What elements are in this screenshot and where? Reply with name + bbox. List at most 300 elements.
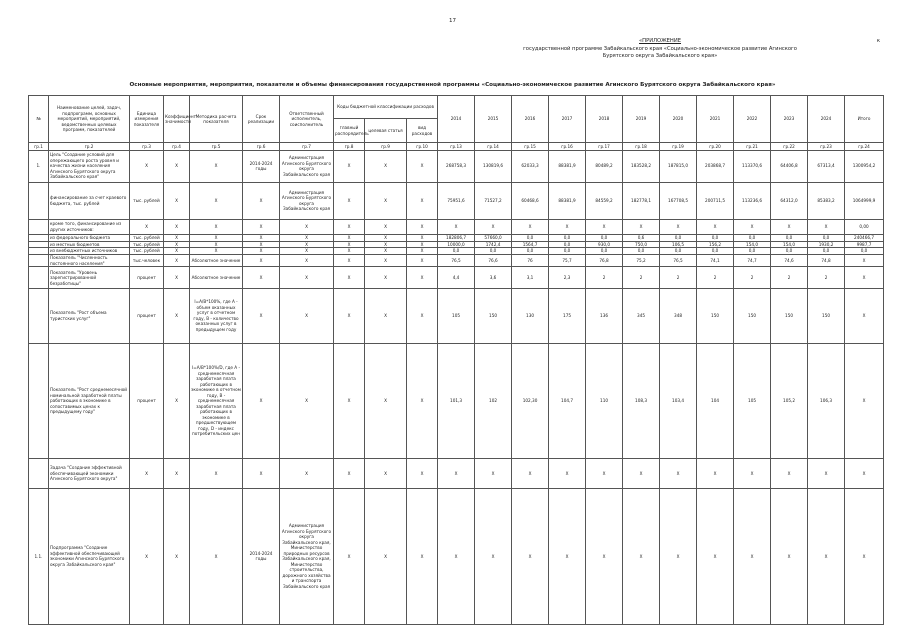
row-year-value: 74,7 [734, 255, 771, 267]
row-year-value: X [623, 488, 660, 624]
row-year-value: 150 [697, 289, 734, 344]
row-year-value: 0,0 [697, 248, 734, 255]
row-cst: X [365, 255, 407, 267]
row-cst: X [365, 289, 407, 344]
row-year-value: 3,6 [475, 267, 512, 289]
column-number: гр.5 [190, 143, 243, 150]
row-year-value: 2 [623, 267, 660, 289]
row-year-value: 102 [475, 343, 512, 458]
row-year-value: 0,0 [734, 235, 771, 242]
row-vid: X [407, 343, 438, 458]
column-number: гр.13 [438, 143, 475, 150]
column-number: гр.17 [586, 143, 623, 150]
appendix-title: «ПРИЛОЖЕНИЕ [639, 38, 681, 44]
row-year-value: 2 [808, 267, 845, 289]
header-year-2015: 2015 [475, 96, 512, 143]
row-year-value: X [623, 219, 660, 234]
row-unit: X [130, 150, 164, 182]
row-term: X [243, 343, 280, 458]
row-method: X [190, 182, 243, 219]
header-year-2014: 2014 [438, 96, 475, 143]
row-year-value: 103,4 [660, 343, 697, 458]
header-vid: вид расходов [407, 118, 438, 143]
appendix-block [440, 38, 880, 61]
row-glav: X [334, 343, 365, 458]
table-row [29, 248, 884, 255]
row-exec: X [280, 343, 334, 458]
row-cst: X [365, 267, 407, 289]
row-vid: X [407, 289, 438, 344]
row-glav: X [334, 459, 365, 489]
row-year-value: 104,7 [549, 343, 586, 458]
row-vid: X [407, 488, 438, 624]
row-vid: X [407, 219, 438, 234]
row-vid: X [407, 459, 438, 489]
row-year-value: X [660, 219, 697, 234]
row-glav: X [334, 235, 365, 242]
column-number: гр.22 [771, 143, 808, 150]
row-year-value: X [512, 459, 549, 489]
row-cst: X [365, 235, 407, 242]
row-term: X [243, 182, 280, 219]
row-exec: Администрация Агинского Бурятского округа Забайкальского края [280, 150, 334, 182]
row-name: из внебюджетных источников [49, 248, 130, 255]
column-number: гр.18 [623, 143, 660, 150]
row-exec: X [280, 248, 334, 255]
table-row [29, 150, 884, 182]
row-year-value: 105 [438, 289, 475, 344]
column-number: гр.21 [734, 143, 771, 150]
row-method: I=A/B*100%/D, где А - среднемесячная заработная плата работающих в экономике в отчетном году, В - среднемесячная заработная плата работающих в экономике в предшествующем году, D - индекс потребительских цен [190, 343, 243, 458]
row-year-value: 0,0 [549, 241, 586, 248]
row-name: из местных бюджетов [49, 241, 130, 248]
row-vid: X [407, 267, 438, 289]
header-num: № [29, 96, 49, 143]
row-year-value: 182806,7 [438, 235, 475, 242]
column-number: гр.19 [660, 143, 697, 150]
header-total: Итого [845, 96, 884, 143]
row-year-value: X [586, 488, 623, 624]
row-cst: X [365, 488, 407, 624]
row-method: Абсолютное значение [190, 267, 243, 289]
column-number: гр.6 [243, 143, 280, 150]
row-year-value: 88381,9 [549, 150, 586, 182]
row-year-value: 3,1 [512, 267, 549, 289]
row-coef: X [164, 459, 190, 489]
row-year-value: 150 [734, 289, 771, 344]
column-number: гр.15 [512, 143, 549, 150]
row-year-value: 0,0 [586, 248, 623, 255]
row-unit: X [130, 219, 164, 234]
row-total: X [845, 255, 884, 267]
row-exec: X [280, 459, 334, 489]
row-year-value: 62033,3 [512, 150, 549, 182]
row-year-value: 4,4 [438, 267, 475, 289]
row-method: X [190, 248, 243, 255]
row-year-value: 2 [586, 267, 623, 289]
row-year-value: 130 [512, 289, 549, 344]
row-year-value: X [438, 488, 475, 624]
row-year-value: 2 [734, 267, 771, 289]
row-year-value: 2 [771, 267, 808, 289]
row-year-value: 104 [697, 343, 734, 458]
row-year-value: 345 [623, 289, 660, 344]
row-cst: X [365, 150, 407, 182]
row-name: Цель "Создание условий для опережающего роста уровня и качества жизни населения Агинского Бурятского округа Забайкальского края" [49, 150, 130, 182]
row-year-value: 102,30 [512, 343, 549, 458]
row-exec: X [280, 267, 334, 289]
row-year-value: X [512, 219, 549, 234]
row-unit: процент [130, 289, 164, 344]
row-year-value: 76,6 [475, 255, 512, 267]
row-year-value: 154,0 [734, 241, 771, 248]
row-year-value: X [549, 488, 586, 624]
row-term: X [243, 289, 280, 344]
row-vid: X [407, 248, 438, 255]
row-year-value: 0,0 [660, 248, 697, 255]
row-year-value: 75951,6 [438, 182, 475, 219]
document-title: Основные мероприятия, мероприятия, показатели и объемы финансирования государственной программы «Социально-экономическое развитие Агинского Бурятского округа Забайкальского края» [129, 82, 776, 88]
row-year-value: X [660, 488, 697, 624]
row-num [29, 289, 49, 344]
header-year-2023: 2023 [771, 96, 808, 143]
row-year-value: X [438, 459, 475, 489]
row-year-value: X [475, 219, 512, 234]
row-glav: X [334, 289, 365, 344]
row-num: 1. [29, 150, 49, 182]
header-name: Наименование целей, задач, подпрограмм, основных мероприятий, мероприятий, ведомственных целевых программ, показателей [49, 96, 130, 143]
row-num [29, 459, 49, 489]
table-row [29, 241, 884, 248]
row-year-value: 64406,8 [771, 150, 808, 182]
row-total: X [845, 289, 884, 344]
row-year-value: 0,0 [660, 235, 697, 242]
row-num [29, 255, 49, 267]
row-glav: X [334, 267, 365, 289]
row-year-value: 1564,7 [512, 241, 549, 248]
row-glav: X [334, 241, 365, 248]
row-year-value: 930,0 [586, 241, 623, 248]
row-year-value: 1930,2 [808, 241, 845, 248]
row-term: X [243, 255, 280, 267]
page-number: 17 [449, 18, 456, 24]
row-year-value: 183528,2 [623, 150, 660, 182]
row-year-value: 136 [586, 289, 623, 344]
row-year-value: 0,0 [512, 248, 549, 255]
row-exec: X [280, 289, 334, 344]
row-year-value: 167708,5 [660, 182, 697, 219]
row-num [29, 219, 49, 234]
column-number: гр.1 [29, 143, 49, 150]
header-year-2024: 2024 [808, 96, 845, 143]
row-year-value: X [771, 459, 808, 489]
row-num [29, 182, 49, 219]
row-name: из федерального бюджета [49, 235, 130, 242]
row-term: 2014-2024 годы [243, 150, 280, 182]
row-year-value: 0,6 [623, 235, 660, 242]
row-coef: X [164, 343, 190, 458]
row-year-value: X [808, 488, 845, 624]
row-method: X [190, 150, 243, 182]
row-year-value: 75,7 [549, 255, 586, 267]
table-row [29, 267, 884, 289]
row-unit: процент [130, 267, 164, 289]
row-exec: X [280, 219, 334, 234]
row-year-value: 64312,0 [771, 182, 808, 219]
row-year-value: X [475, 459, 512, 489]
row-unit: процент [130, 343, 164, 458]
row-year-value: 156,2 [697, 241, 734, 248]
row-unit: тыс.человек [130, 255, 164, 267]
row-glav: X [334, 255, 365, 267]
row-name: Показатель "Численность постоянного населения" [49, 255, 130, 267]
row-glav: X [334, 182, 365, 219]
row-year-value: 88381,9 [549, 182, 586, 219]
row-coef: X [164, 267, 190, 289]
column-number: гр.23 [808, 143, 845, 150]
column-number: гр.10 [407, 143, 438, 150]
row-year-value: 74,8 [808, 255, 845, 267]
table-row [29, 235, 884, 242]
row-year-value: 76,5 [438, 255, 475, 267]
header-row-1 [29, 96, 884, 119]
row-year-value: 76,8 [586, 255, 623, 267]
row-year-value: 57660,0 [475, 235, 512, 242]
header-year-2022: 2022 [734, 96, 771, 143]
table-row [29, 459, 884, 489]
column-number: гр.14 [475, 143, 512, 150]
row-exec: X [280, 255, 334, 267]
column-number-row [29, 143, 884, 150]
header-year-2019: 2019 [623, 96, 660, 143]
row-unit: тыс. рублей [130, 241, 164, 248]
row-glav: X [334, 150, 365, 182]
row-glav: X [334, 219, 365, 234]
row-year-value: 130819,6 [475, 150, 512, 182]
row-term: X [243, 219, 280, 234]
row-year-value: X [734, 459, 771, 489]
table-row [29, 219, 884, 234]
header-unit: Единица измерения показателя [130, 96, 164, 143]
appendix-line-1: государственной программе Забайкальского края «Социально-экономическое развитие Агинского [523, 45, 797, 52]
row-year-value: X [586, 459, 623, 489]
table-row [29, 343, 884, 458]
row-year-value: 106,3 [808, 343, 845, 458]
row-year-value: 200711,5 [697, 182, 734, 219]
row-coef: X [164, 289, 190, 344]
row-method: I=A/B*100%, где А - объем оказанных услуг в отчетном году, В - количество оказанных услуг в предыдущем году [190, 289, 243, 344]
row-term: X [243, 267, 280, 289]
row-cst: X [365, 219, 407, 234]
row-total: X [845, 459, 884, 489]
header-year-2020: 2020 [660, 96, 697, 143]
row-name: Показатель "Уровень зарегистрированной безработицы" [49, 267, 130, 289]
row-year-value: 76,5 [660, 255, 697, 267]
row-year-value: 0,0 [697, 235, 734, 242]
column-number: гр.4 [164, 143, 190, 150]
table-row [29, 255, 884, 267]
row-exec: Администрация Агинского Бурятского округа Забайкальского края [280, 182, 334, 219]
program-table [28, 95, 884, 625]
header-method: Методика расчета показателя [190, 96, 243, 143]
row-year-value: 108,3 [623, 343, 660, 458]
row-year-value: 71527,2 [475, 182, 512, 219]
header-year-2021: 2021 [697, 96, 734, 143]
row-year-value: 1742,4 [475, 241, 512, 248]
row-year-value: 105 [734, 343, 771, 458]
row-unit: X [130, 459, 164, 489]
column-number: гр.8 [334, 143, 365, 150]
row-total: 0,00 [845, 219, 884, 234]
row-unit: X [130, 488, 164, 624]
row-year-value: 0,0 [549, 248, 586, 255]
row-num [29, 241, 49, 248]
row-year-value: 0,0 [549, 235, 586, 242]
header-year-2017: 2017 [549, 96, 586, 143]
row-year-value: 182778,1 [623, 182, 660, 219]
row-year-value: 0,0 [808, 235, 845, 242]
column-number: гр.7 [280, 143, 334, 150]
row-year-value: 348 [660, 289, 697, 344]
row-year-value: 74,1 [697, 255, 734, 267]
row-method: X [190, 235, 243, 242]
row-year-value: 84559,2 [586, 182, 623, 219]
row-total: X [845, 267, 884, 289]
row-vid: X [407, 235, 438, 242]
row-year-value: X [808, 459, 845, 489]
header-year-2018: 2018 [586, 96, 623, 143]
row-cst: X [365, 241, 407, 248]
row-glav: X [334, 488, 365, 624]
row-year-value: 0,0 [586, 235, 623, 242]
row-year-value: 113236,6 [734, 182, 771, 219]
row-year-value: X [549, 459, 586, 489]
column-number: гр.9 [365, 143, 407, 150]
row-exec: X [280, 241, 334, 248]
row-year-value: X [438, 219, 475, 234]
row-total: 240466,7 [845, 235, 884, 242]
row-total: X [845, 343, 884, 458]
row-unit: тыс. рублей [130, 235, 164, 242]
row-name: Задача "Создание эффективной обеспечивающей экономики Агинского Бурятского округа" [49, 459, 130, 489]
table-row [29, 182, 884, 219]
row-year-value: 187815,0 [660, 150, 697, 182]
row-year-value: 175 [549, 289, 586, 344]
row-cst: X [365, 459, 407, 489]
header-exec: Ответственный исполнитель, соисполнитель [280, 96, 334, 143]
row-num [29, 235, 49, 242]
row-coef: X [164, 182, 190, 219]
row-num [29, 267, 49, 289]
row-total: X [845, 488, 884, 624]
row-coef: X [164, 219, 190, 234]
table-row [29, 488, 884, 624]
row-term: X [243, 235, 280, 242]
row-year-value: 150 [771, 289, 808, 344]
row-method: X [190, 459, 243, 489]
row-year-value: 10000,0 [438, 241, 475, 248]
row-coef: X [164, 248, 190, 255]
row-exec: Администрация Агинского Бурятского округа Забайкальского края, Министерство природных ресурсов Забайкальского края, Министерство строительства, дорожного хозяйства и транспорта Забайкальского края [280, 488, 334, 624]
row-year-value: 67313,4 [808, 150, 845, 182]
row-year-value: X [512, 488, 549, 624]
row-total: 1064999,9 [845, 182, 884, 219]
row-year-value: 154,0 [771, 241, 808, 248]
row-year-value: 74,6 [771, 255, 808, 267]
row-year-value: X [697, 219, 734, 234]
row-cst: X [365, 248, 407, 255]
row-year-value: 106,5 [660, 241, 697, 248]
row-year-value: 0,0 [512, 235, 549, 242]
column-number: гр.2 [49, 143, 130, 150]
row-vid: X [407, 255, 438, 267]
row-cst: X [365, 182, 407, 219]
appendix-k: к [876, 38, 880, 44]
row-year-value: 113370,6 [734, 150, 771, 182]
row-year-value: 0,0 [475, 248, 512, 255]
row-year-value: 60468,6 [512, 182, 549, 219]
row-year-value: 75,2 [623, 255, 660, 267]
row-vid: X [407, 182, 438, 219]
column-number: гр.3 [130, 143, 164, 150]
row-year-value: 2,3 [549, 267, 586, 289]
row-unit: тыс. рублей [130, 248, 164, 255]
row-unit: тыс. рублей [130, 182, 164, 219]
row-year-value: 268758,3 [438, 150, 475, 182]
row-year-value: 750,0 [623, 241, 660, 248]
row-term: X [243, 241, 280, 248]
row-year-value: X [771, 488, 808, 624]
header-glav: главный распорядитель [334, 118, 365, 143]
row-method: X [190, 241, 243, 248]
row-year-value: 0,0 [438, 248, 475, 255]
row-year-value: X [734, 219, 771, 234]
row-year-value: X [734, 488, 771, 624]
row-method: X [190, 219, 243, 234]
row-year-value: 85383,2 [808, 182, 845, 219]
row-year-value: 203868,7 [697, 150, 734, 182]
appendix-line-2: Бурятского округа Забайкальского края» [602, 53, 718, 59]
row-year-value: 0,0 [771, 248, 808, 255]
row-year-value: 110 [586, 343, 623, 458]
row-year-value: 80489,2 [586, 150, 623, 182]
row-year-value: 150 [808, 289, 845, 344]
row-term: X [243, 248, 280, 255]
row-year-value: 0,0 [623, 248, 660, 255]
row-year-value: 0,0 [808, 248, 845, 255]
row-year-value: X [697, 488, 734, 624]
row-year-value: X [475, 488, 512, 624]
column-number: гр.24 [845, 143, 884, 150]
row-year-value: 105,2 [771, 343, 808, 458]
header-budget: Коды бюджетной классификации расходов [334, 96, 438, 119]
row-year-value: 76 [512, 255, 549, 267]
row-name: Показатель "Рост среднемесячной номинальной заработной платы работающих в экономике в сопоставимых ценах к предыдущему году" [49, 343, 130, 458]
header-coef: Коэффициент значимости [164, 96, 190, 143]
row-year-value: X [586, 219, 623, 234]
row-year-value: X [623, 459, 660, 489]
row-name: Подпрограмма "Создание эффективной обеспечивающей экономики Агинского Бурятского округа Забайкальского края" [49, 488, 130, 624]
row-term: X [243, 459, 280, 489]
row-method: Абсолютное значение [190, 255, 243, 267]
row-year-value: X [660, 459, 697, 489]
row-year-value: X [549, 219, 586, 234]
row-total: 9987,7 [845, 241, 884, 248]
header-cst: целевая статья [365, 118, 407, 143]
row-name: Показатель "Рост объема туристских услуг" [49, 289, 130, 344]
row-coef: X [164, 488, 190, 624]
row-total: 0,0 [845, 248, 884, 255]
